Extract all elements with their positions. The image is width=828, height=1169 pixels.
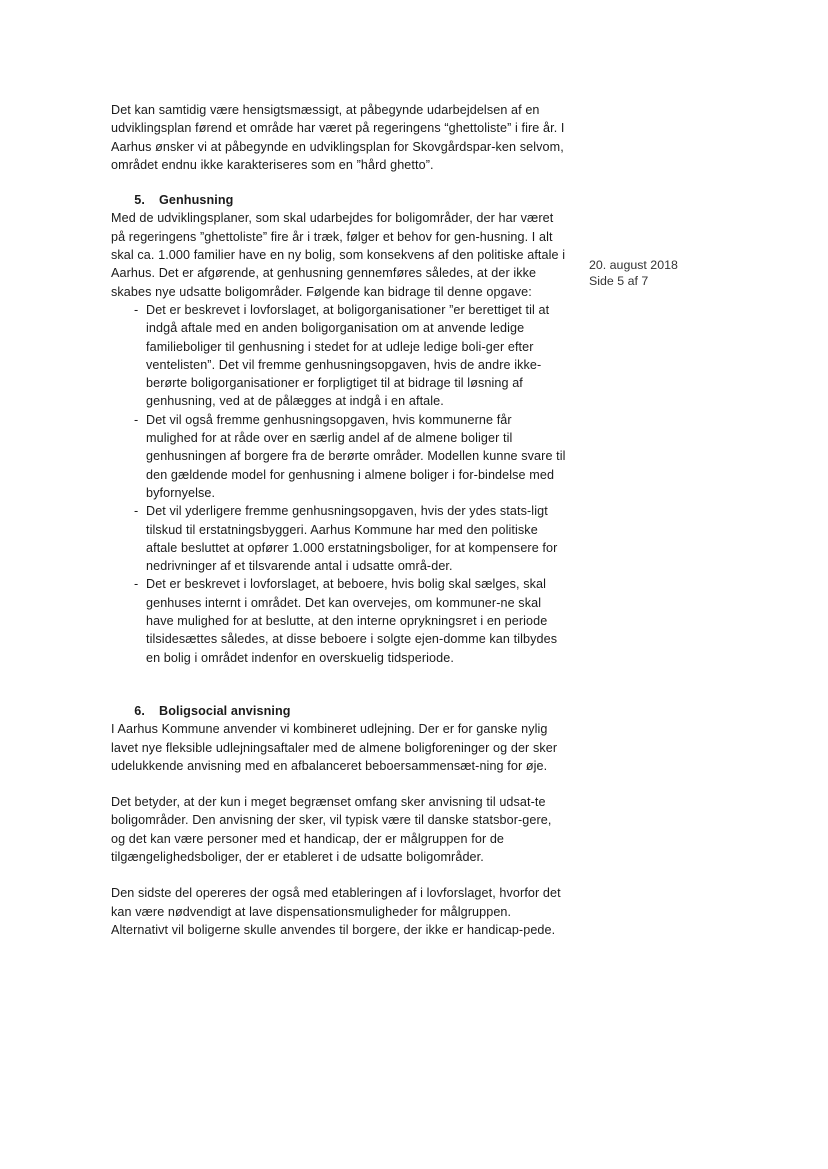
dash-bullet-icon: - [134, 577, 139, 592]
list-item: - Det er beskrevet i lovforslaget, at boligorganisationer ”er berettiget til at indgå aftale med en anden boligorganisation om at anvende ledige familieboliger til genhusning i stedet for at udleje ledige boli-ger efter ventelisten”. Det vil fremme genhusningsopgaven, hvis de andre ikke-berørte boligorganisationer er forpligtiget til at bidrage til løsning af genhusning, ved at de pålægges at indgå i en aftale. [134, 302, 550, 409]
section-6-heading [111, 702, 566, 720]
list-item: - Det er beskrevet i lovforslaget, at beboere, hvis bolig skal sælges, skal genhuses internt i området. Det kan overvejes, om kommuner-ne skal have mulighed for at beslutte, at den interne oprykningsret i en periode tilsidesættes således, at disse beboere i solgte ejen-domme kan tilbydes en bolig i området indenfor en overskuelig tidsperiode. [134, 577, 558, 665]
section-5-bullet-list [111, 301, 566, 667]
dash-bullet-icon: - [134, 412, 139, 427]
dash-bullet-icon: - [134, 302, 139, 317]
document-date: 20. august 2018 [589, 258, 678, 272]
section-6-title: Boligsocial anvisning [159, 703, 291, 718]
section-6-paragraph-2: Det betyder, at der kun i meget begrænset omfang sker anvisning til udsat-te boligområder. Den anvisning der sker, vil typisk være til danske statsbor-gere, og det kan være personer med et handicap, der er målgruppen for de tilgængelighedsboliger, der er etableret i de udsatte boligområder. [111, 795, 552, 864]
list-item: - Det vil yderligere fremme genhusningsopgaven, hvis der ydes stats-ligt tilskud til erstatningsbyggeri. Aarhus Kommune har med den politiske aftale besluttet at opfører 1.000 erstatningsboliger, for at kompensere for nedrivninger af et tilsvarende antal i udsatte områ-der. [134, 504, 558, 574]
section-5-heading [111, 191, 566, 209]
document-body [111, 101, 566, 939]
dash-bullet-icon: - [134, 504, 139, 519]
intro-paragraph: Det kan samtidig være hensigtsmæssigt, at påbegynde udarbejdelsen af en udviklingsplan førend et område har været på regeringens “ghettoliste” i fire år. I Aarhus ønsker vi at påbegynde en udviklingsplan for Skovgårdspar-ken selvom, området endnu ikke karakteriseres som en ”hård ghetto”. [111, 103, 565, 172]
section-6-paragraph-1: I Aarhus Kommune anvender vi kombineret udlejning. Der er for ganske nylig lavet nye fleksible udlejningsaftaler med de almene boligforeninger og der sker udelukkende anvisning med en afbalanceret beboersammensæt-ning for øje. [111, 722, 558, 773]
section-6-paragraph-3: Den sidste del opereres der også med etableringen af i lovforslaget, hvorfor det kan være nødvendigt at lave dispensationsmuligheder for målgruppen. Alternativt vil boligerne skulle anvendes til borgere, der ikke er handicap-pede. [111, 886, 561, 937]
list-item: - Det vil også fremme genhusningsopgaven, hvis kommunerne får mulighed for at råde over en særlig andel af de almene boliger til genhusningen af borgere fra de berørte områder. Modellen kunne svare til den gældende model for genhusning i almene boliger i for-bindelse med byfornyelse. [134, 412, 566, 500]
section-5-number: 5. [134, 193, 145, 208]
page-number: Side 5 af 7 [589, 273, 649, 288]
section-6-number: 6. [134, 703, 145, 718]
section-5-paragraph: Med de udviklingsplaner, som skal udarbejdes for boligområder, der har været på regeringens ”ghettoliste” fire år i træk, følger et behov for gen-husning. I alt skal ca. 1.000 familier have en ny bolig, som konsekvens af den politiske aftale i Aarhus. Det er afgørende, at genhusning gennemføres således, at der ikke skabes nye udsatte boligområder. Følgende kan bidrage til denne opgave: [111, 211, 566, 299]
page-sidebar [589, 258, 678, 289]
section-5-title: Genhusning [159, 193, 234, 208]
